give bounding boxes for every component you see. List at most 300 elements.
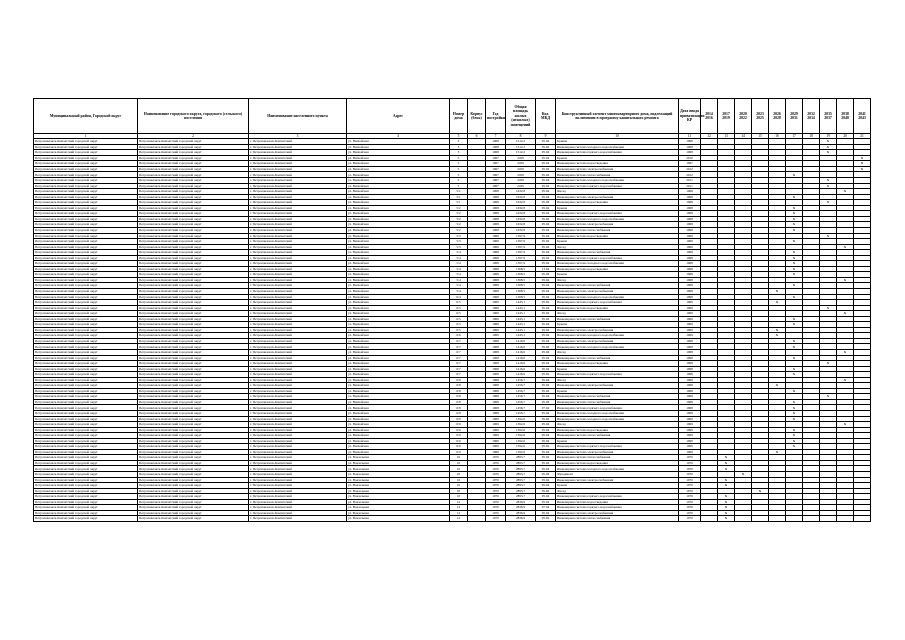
table-cell: Петропавловск-Камчатский городской округ (34, 288, 138, 294)
table-cell: 05.04 (536, 216, 556, 222)
table-cell: 5/2 (450, 205, 468, 211)
table-cell: 12 (450, 505, 468, 511)
table-cell: 1968 (679, 388, 701, 394)
table-cell: г. Петропавловск-Камчатский (249, 466, 347, 472)
table-cell: г. Петропавловск-Камчатский (249, 361, 347, 367)
table-cell: Петропавловск-Камчатский городской округ (138, 427, 249, 433)
table-cell: 1970 (486, 483, 506, 489)
table-cell: Петропавловск-Камчатский городской округ (34, 239, 138, 245)
table-cell: Петропавловск-Камчатский городской округ (34, 216, 138, 222)
table-cell: 05.04 (536, 488, 556, 494)
table-cell: Петропавловск-Камчатский городской округ (138, 338, 249, 344)
table-cell: 1967 (486, 178, 506, 184)
table-cell: г. Петропавловск-Камчатский (249, 161, 347, 167)
table-cell: 1967 (486, 166, 506, 172)
table-cell: Петропавловск-Камчатский городской округ (34, 305, 138, 311)
column-index: 4 (347, 134, 450, 139)
table-cell: Петропавловск-Камчатский городской округ (138, 194, 249, 200)
period-mark-cell (752, 516, 769, 522)
table-cell: г. Петропавловск-Камчатский (249, 311, 347, 317)
table-cell: 1970 (679, 460, 701, 466)
table-cell: 05.04 (536, 361, 556, 367)
table-cell (468, 516, 486, 522)
table-cell: ул. Вилюйская (347, 422, 450, 428)
table-cell: Инженерная система электроснабжения (556, 222, 679, 228)
table-cell: ул. Вокзальная (347, 466, 450, 472)
table-cell: 1416,6 (506, 355, 536, 361)
table-cell: г. Петропавловск-Камчатский (249, 483, 347, 489)
table-cell: 1968 (486, 405, 506, 411)
table-cell: Фасад (556, 349, 679, 355)
table-cell: г. Петропавловск-Камчатский (249, 316, 347, 322)
table-cell: г. Петропавловск-Камчатский (249, 216, 347, 222)
table-cell: ул. Вилюйская (347, 222, 450, 228)
table-cell: 1968 (679, 205, 701, 211)
table-cell: 1968 (679, 150, 701, 156)
period-mark-cell: X (786, 427, 803, 433)
table-cell: Петропавловск-Камчатский городской округ (34, 322, 138, 328)
table-cell: 1968 (486, 200, 506, 206)
table-cell: 1368,5 (506, 288, 536, 294)
table-cell: 5 (450, 155, 468, 161)
column-header: 2023 2025 (752, 99, 769, 134)
period-mark-cell: X (786, 388, 803, 394)
table-cell: г. Петропавловск-Камчатский (249, 227, 347, 233)
table-cell: Петропавловск-Камчатский городской округ (138, 411, 249, 417)
table-cell: 1969 (679, 327, 701, 333)
table-cell: Петропавловск-Камчатский городской округ (34, 266, 138, 272)
table-cell: ул. Вилюйская (347, 316, 450, 322)
table-cell: 1970 (486, 466, 506, 472)
period-mark-cell: X (820, 305, 837, 311)
table-cell: 05.04 (536, 472, 556, 478)
table-cell: 1632,8 (506, 205, 536, 211)
table-cell: 1968 (679, 394, 701, 400)
table-cell: г. Петропавловск-Камчатский (249, 277, 347, 283)
table-cell: 05.04 (536, 150, 556, 156)
table-cell: ул. Вилюйская (347, 283, 450, 289)
period-mark-cell: X (786, 416, 803, 422)
table-cell: 1968 (679, 288, 701, 294)
period-mark-cell: X (837, 377, 854, 383)
table-cell: ул. Вилюйская (347, 433, 450, 439)
table-cell: Петропавловск-Камчатский городской округ (138, 227, 249, 233)
table-cell: 6/7 (450, 372, 468, 378)
column-header: Дата ввода приватизации КР (679, 99, 701, 134)
table-cell: 05.04 (536, 510, 556, 516)
table-cell: Инженерная система водоотведения (556, 233, 679, 239)
table-cell: ул. Вилюйская (347, 327, 450, 333)
column-index: 5 (450, 134, 468, 139)
column-header: Наименование городского округа, городского (сельского) поселения (138, 99, 249, 134)
table-cell: 1968 (486, 222, 506, 228)
table-cell: ул. Вилюйская (347, 250, 450, 256)
table-cell: 2459 (506, 172, 536, 178)
table-cell: Петропавловск-Камчатский городской округ (138, 438, 249, 444)
table-cell: Инженерная система теплоснабжения (556, 399, 679, 405)
table-cell: г. Петропавловск-Камчатский (249, 444, 347, 450)
table-cell: г. Петропавловск-Камчатский (249, 150, 347, 156)
table-cell: г. Петропавловск-Камчатский (249, 488, 347, 494)
table-cell: Петропавловск-Камчатский городской округ (34, 222, 138, 228)
table-cell: Фасад (556, 377, 679, 383)
table-cell: Петропавловск-Камчатский городской округ (138, 205, 249, 211)
table-cell: 1969 (486, 427, 506, 433)
table-cell: Инженерная система водоотведения (556, 361, 679, 367)
table-cell: 05.04 (536, 460, 556, 466)
table-cell: 10 (450, 472, 468, 478)
table-cell: ул. Вокзальная (347, 472, 450, 478)
table-cell: Петропавловск-Камчатский городской округ (138, 255, 249, 261)
period-mark-cell: X (786, 372, 803, 378)
period-mark-cell: X (786, 438, 803, 444)
table-cell: 05.04 (536, 322, 556, 328)
period-mark-cell: X (786, 222, 803, 228)
table-cell: г. Петропавловск-Камчатский (249, 383, 347, 389)
table-cell: Петропавловск-Камчатский городской округ (34, 255, 138, 261)
period-mark-cell: X (786, 366, 803, 372)
column-index: 6 (468, 134, 486, 139)
table-cell: Инженерная система горячего водоснабжения (556, 505, 679, 511)
table-cell: Инженерная система холодного водоснабжения (556, 333, 679, 339)
table-cell: Петропавловск-Камчатский городской округ (138, 311, 249, 317)
table-cell: 05.04 (536, 300, 556, 306)
table-cell: 1368,5 (506, 272, 536, 278)
table-cell: Фасад (556, 488, 679, 494)
table-cell: Крыша (556, 438, 679, 444)
table-cell: 1368,5 (506, 266, 536, 272)
table-cell: 1968 (486, 399, 506, 405)
table-cell: ул. Вилюйская (347, 194, 450, 200)
table-cell: 1970 (679, 516, 701, 522)
table-cell: Инженерная система электроснабжения (556, 166, 679, 172)
table-cell: 1969 (486, 422, 506, 428)
period-mark-cell: X (786, 283, 803, 289)
period-mark-cell (820, 516, 837, 522)
table-cell: 1970 (679, 472, 701, 478)
period-mark-cell: X (786, 266, 803, 272)
period-mark-cell: X (837, 422, 854, 428)
table-cell: 05.04 (536, 366, 556, 372)
table-cell: 1967 (679, 161, 701, 167)
period-mark-cell: X (786, 322, 803, 328)
table-cell: 1416,6 (506, 372, 536, 378)
table-cell: ул. Вилюйская (347, 366, 450, 372)
table-cell: ул. Вилюйская (347, 405, 450, 411)
table-cell: Петропавловск-Камчатский городской округ (138, 172, 249, 178)
column-header: Адрес (347, 99, 450, 134)
table-cell: г. Петропавловск-Камчатский (249, 266, 347, 272)
table-cell: 05.04 (536, 194, 556, 200)
table-cell: 1392,6 (506, 444, 536, 450)
table-cell: Петропавловск-Камчатский городской округ (34, 200, 138, 206)
column-header: 2035 2037 (820, 99, 837, 134)
table-cell: 1368,5 (506, 283, 536, 289)
table-cell: Инженерная система теплоснабжения (556, 283, 679, 289)
table-cell: 1968 (679, 211, 701, 217)
table-cell: Петропавловск-Камчатский городской округ (138, 316, 249, 322)
table-cell: 1632,8 (506, 200, 536, 206)
table-cell: ул. Вилюйская (347, 216, 450, 222)
document-page (33, 98, 871, 522)
table-cell: 1969 (486, 305, 506, 311)
table-cell: 2836,9 (506, 499, 536, 505)
table-cell: ул. Вокзальная (347, 510, 450, 516)
table-cell: 1397,9 (506, 239, 536, 245)
table-cell: г. Петропавловск-Камчатский (249, 139, 347, 145)
table-cell: 1392,6 (506, 449, 536, 455)
period-mark-cell: X (820, 144, 837, 150)
table-cell: 1456,7 (506, 399, 536, 405)
table-cell: ул. Вилюйская (347, 300, 450, 306)
table-cell: г. Петропавловск-Камчатский (249, 144, 347, 150)
table-cell: Петропавловск-Камчатский городской округ (138, 161, 249, 167)
table-cell: Петропавловск-Камчатский городской округ (138, 294, 249, 300)
table-cell: 1968 (486, 338, 506, 344)
table-cell: 05.04 (536, 144, 556, 150)
table-cell: г. Петропавловск-Камчатский (249, 166, 347, 172)
table-cell: Петропавловск-Камчатский городской округ (34, 383, 138, 389)
table-cell: 1968 (486, 255, 506, 261)
table-cell: г. Петропавловск-Камчатский (249, 455, 347, 461)
column-index: 7 (486, 134, 506, 139)
table-cell: 10 (450, 494, 468, 500)
table-cell: Фасад (556, 422, 679, 428)
table-cell: Инженерная система холодного водоснабжения (556, 216, 679, 222)
table-cell: 05.04 (536, 316, 556, 322)
table-cell: 1969 (679, 305, 701, 311)
table-cell: ул. Вилюйская (347, 139, 450, 145)
table-cell: 1970 (486, 472, 506, 478)
table-cell: Инженерная система холодного водоснабжения (556, 261, 679, 267)
table-cell: ул. Вилюйская (347, 189, 450, 195)
period-mark-cell: X (854, 161, 871, 167)
table-cell: 05.04 (536, 477, 556, 483)
table-cell: Инженерная система электроснабжения (556, 327, 679, 333)
period-mark-cell: X (820, 233, 837, 239)
table-cell: 05.04 (536, 178, 556, 184)
table-cell: 6/9 (450, 433, 468, 439)
table-cell: 6/5 (450, 305, 468, 311)
period-mark-cell: X (786, 344, 803, 350)
table-cell: Петропавловск-Камчатский городской округ (34, 466, 138, 472)
table-cell: 1970 (679, 505, 701, 511)
table-cell: Петропавловск-Камчатский городской округ (34, 516, 138, 522)
table-cell: 1456,7 (506, 405, 536, 411)
column-index: 19 (820, 134, 837, 139)
table-cell: 1970 (679, 494, 701, 500)
table-cell: 1969 (679, 438, 701, 444)
table-cell: 05.04 (536, 250, 556, 256)
table-cell: 2893,7 (506, 472, 536, 478)
period-mark-cell: X (769, 383, 786, 389)
table-cell: Петропавловск-Камчатский городской округ (138, 510, 249, 516)
table-cell: Инженерная система водоотведения (556, 460, 679, 466)
table-cell: Инженерная система электроснабжения (556, 510, 679, 516)
table-cell: 07.04 (536, 505, 556, 511)
table-cell: ул. Вилюйская (347, 344, 450, 350)
table-cell: ул. Вилюйская (347, 255, 450, 261)
table-cell: Петропавловск-Камчатский городской округ (138, 349, 249, 355)
period-mark-cell: X (786, 405, 803, 411)
table-cell: 1968 (679, 355, 701, 361)
table-cell: Инженерная система теплоснабжения (556, 516, 679, 522)
table-cell: 05.04 (536, 139, 556, 145)
table-cell: Инженерная система водоотведения (556, 266, 679, 272)
table-cell: ул. Вилюйская (347, 266, 450, 272)
table-cell: 6/8 (450, 383, 468, 389)
table-cell: 05.04 (536, 311, 556, 317)
table-cell: Петропавловск-Камчатский городской округ (34, 150, 138, 156)
table-cell: ул. Вилюйская (347, 449, 450, 455)
table-cell: 1969 (486, 300, 506, 306)
period-mark-cell: X (786, 239, 803, 245)
table-cell: Крыша (556, 322, 679, 328)
table-cell: Петропавловск-Камчатский городской округ (34, 349, 138, 355)
table-cell: 1968 (486, 194, 506, 200)
table-cell: 1968 (679, 399, 701, 405)
table-cell: 1968 (679, 338, 701, 344)
table-cell: 1968 (486, 355, 506, 361)
table-cell: Петропавловск-Камчатский городской округ (138, 200, 249, 206)
table-cell: г. Петропавловск-Камчатский (249, 349, 347, 355)
table-cell: Петропавловск-Камчатский городской округ (34, 460, 138, 466)
table-cell: Петропавловск-Камчатский городской округ (34, 361, 138, 367)
table-cell: ул. Вилюйская (347, 361, 450, 367)
table-cell: 05.04 (536, 222, 556, 228)
table-cell: г. Петропавловск-Камчатский (249, 255, 347, 261)
period-mark-cell (837, 516, 854, 522)
table-cell: Петропавловск-Камчатский городской округ (34, 311, 138, 317)
table-cell: 1968 (486, 344, 506, 350)
column-header: 2026 2028 (769, 99, 786, 134)
period-mark-cell: X (718, 510, 735, 516)
table-cell: 05.04 (536, 283, 556, 289)
table-cell: ул. Вокзальная (347, 488, 450, 494)
table-cell: 1392,6 (506, 422, 536, 428)
table-cell: 1392,6 (506, 438, 536, 444)
table-cell: 6/5 (450, 316, 468, 322)
table-cell: 05.04 (536, 455, 556, 461)
table-cell: ул. Вилюйская (347, 211, 450, 217)
table-cell: 6/6 (450, 333, 468, 339)
table-cell: 05.04 (536, 305, 556, 311)
period-mark-cell (735, 516, 752, 522)
table-cell: 1970 (679, 510, 701, 516)
table-cell: Инженерная система холодного водоснабжения (556, 144, 679, 150)
period-mark-cell: X (786, 338, 803, 344)
table-cell: 1968 (679, 266, 701, 272)
period-mark-cell: X (854, 155, 871, 161)
table-cell: Инженерная система электроснабжения (556, 449, 679, 455)
column-header: Кол. МКД (536, 99, 556, 134)
period-mark-cell: X (837, 244, 854, 250)
table-cell: 6/9 (450, 438, 468, 444)
table-cell: 1970 (486, 505, 506, 511)
period-mark-cell: X (786, 433, 803, 439)
table-cell: 1397,9 (506, 255, 536, 261)
table-cell: 1968 (486, 366, 506, 372)
table-cell: Петропавловск-Камчатский городской округ (34, 438, 138, 444)
table-cell: 2836,9 (506, 516, 536, 522)
table-cell: г. Петропавловск-Камчатский (249, 388, 347, 394)
table-cell: Петропавловск-Камчатский городской округ (34, 377, 138, 383)
table-cell: ул. Вилюйская (347, 155, 450, 161)
table-cell: 5/3 (450, 244, 468, 250)
table-cell: 1970 (486, 488, 506, 494)
table-cell: 05.04 (536, 338, 556, 344)
table-cell: 6/8 (450, 399, 468, 405)
table-cell: Петропавловск-Камчатский городской округ (138, 488, 249, 494)
table-cell: Петропавловск-Камчатский городской округ (138, 355, 249, 361)
table-cell: Петропавловск-Камчатский городской округ (34, 250, 138, 256)
table-cell: Инженерная система электроснабжения (556, 477, 679, 483)
table-cell: 1969 (679, 444, 701, 450)
column-header: 2038 2040 (837, 99, 854, 134)
table-cell: 1392,6 (506, 427, 536, 433)
table-cell: Инженерная система водоотведения (556, 305, 679, 311)
table-cell: 05.04 (536, 383, 556, 389)
table-cell: 1968 (679, 255, 701, 261)
table-cell: 6/8 (450, 411, 468, 417)
period-mark-cell: X (837, 349, 854, 355)
column-index: 3 (249, 134, 347, 139)
table-cell: 1968 (486, 294, 506, 300)
table-cell: Петропавловск-Камчатский городской округ (34, 483, 138, 489)
period-mark-cell: X (769, 449, 786, 455)
table-cell: ул. Вилюйская (347, 438, 450, 444)
period-mark-cell: X (786, 444, 803, 450)
table-cell: 05.04 (536, 444, 556, 450)
table-cell: 2893,7 (506, 494, 536, 500)
table-cell: 05.04 (536, 272, 556, 278)
column-index: 1 (34, 134, 138, 139)
table-cell: 5/2 (450, 227, 468, 233)
table-cell: г. Петропавловск-Камчатский (249, 178, 347, 184)
table-cell: 1968 (679, 250, 701, 256)
table-cell: 1968 (486, 261, 506, 267)
table-cell: Петропавловск-Камчатский городской округ (138, 433, 249, 439)
table-cell: ул. Вилюйская (347, 233, 450, 239)
table-cell: Петропавловск-Камчатский городской округ (34, 172, 138, 178)
table-cell: Петропавловск-Камчатский городской округ (34, 189, 138, 195)
period-mark-cell: X (718, 516, 735, 522)
table-cell: Фасад (556, 244, 679, 250)
period-mark-cell (701, 516, 718, 522)
table-cell: Петропавловск-Камчатский городской округ (34, 433, 138, 439)
table-cell: Инженерная система теплоснабжения (556, 250, 679, 256)
table-cell: Петропавловск-Камчатский городской округ (138, 261, 249, 267)
column-index: 20 (837, 134, 854, 139)
table-cell: г. Петропавловск-Камчатский (249, 416, 347, 422)
table-cell: 5/4 (450, 277, 468, 283)
table-cell: Инженерная система электроснабжения (556, 194, 679, 200)
table-cell: 1968 (486, 394, 506, 400)
table-cell: 05.04 (536, 433, 556, 439)
table-cell: 1443,1 (506, 322, 536, 328)
table-cell: 6/5 (450, 311, 468, 317)
table-cell: Крыша (556, 272, 679, 278)
period-mark-cell: X (752, 488, 769, 494)
table-cell: 1368,5 (506, 277, 536, 283)
table-cell: 6/9 (450, 427, 468, 433)
table-cell: 05.04 (536, 438, 556, 444)
table-cell: Инженерная система теплоснабжения (556, 394, 679, 400)
column-index: 10 (556, 134, 679, 139)
table-cell: 10 (450, 488, 468, 494)
table-cell: Инженерная система электроснабжения (556, 288, 679, 294)
table-cell: 1969 (679, 233, 701, 239)
